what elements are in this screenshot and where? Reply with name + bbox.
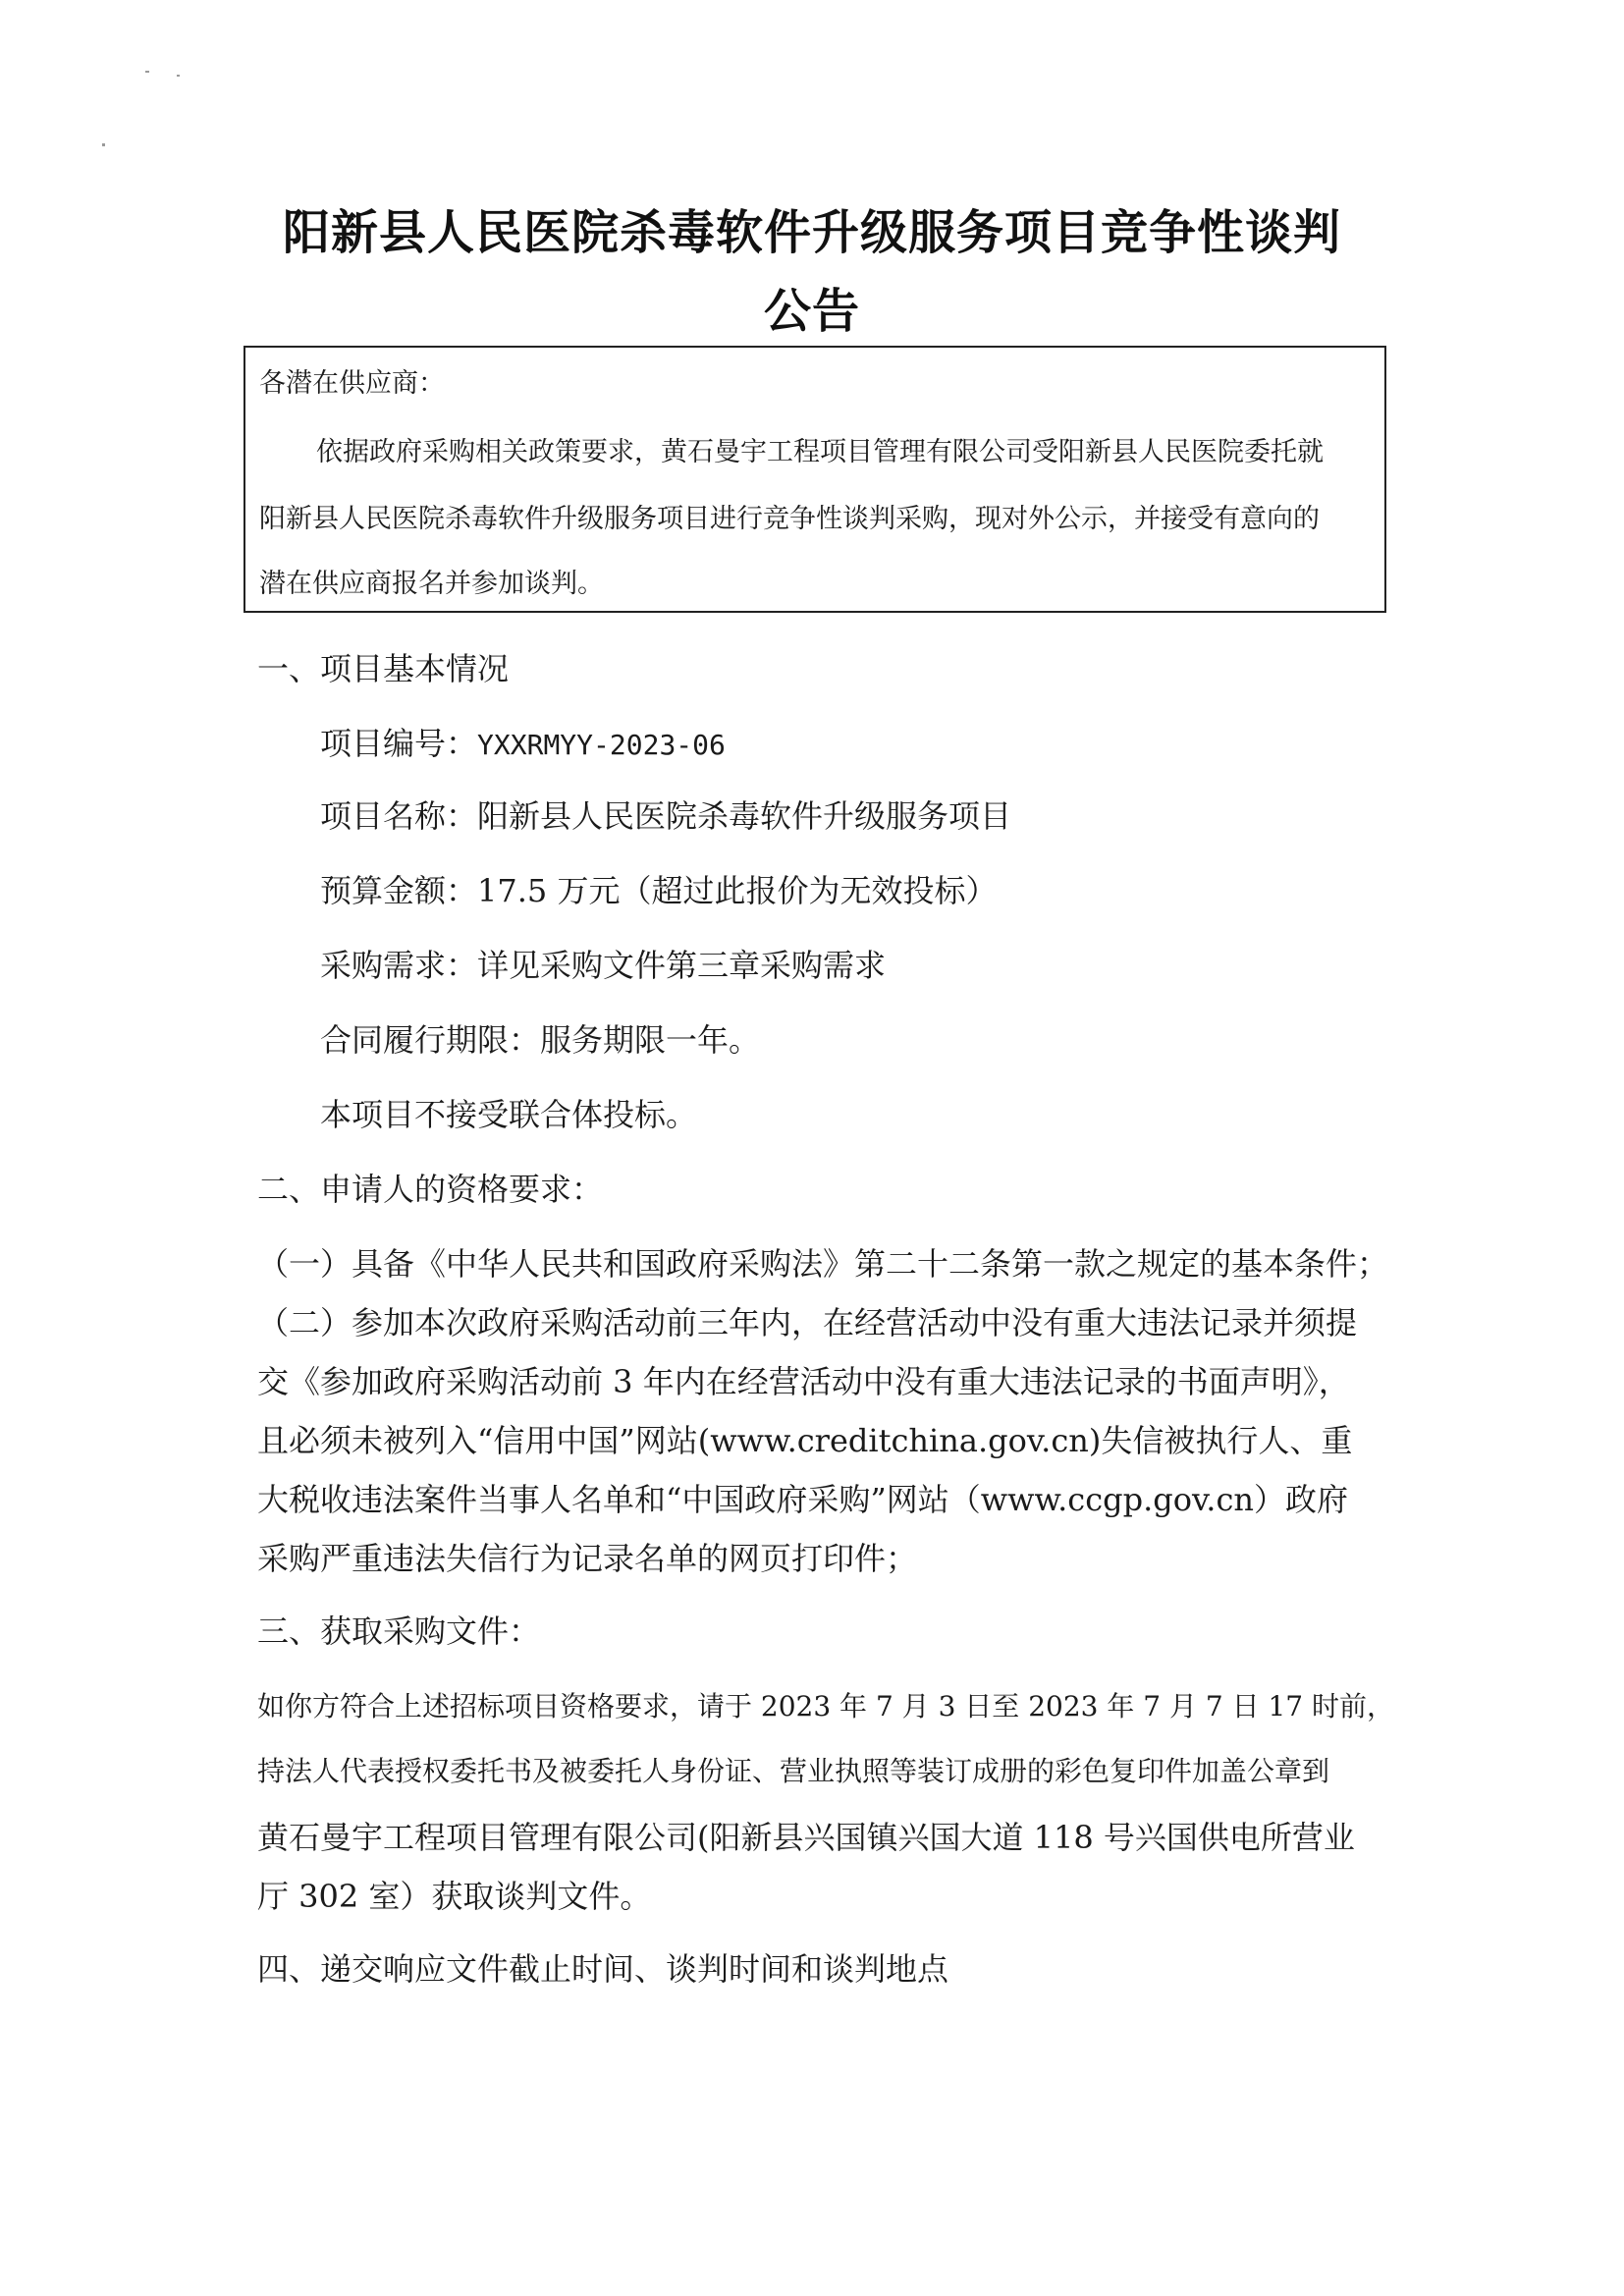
acquisition-line: 持法人代表授权委托书及被委托人身份证、营业执照等装订成册的彩色复印件加盖公章到 bbox=[257, 1755, 1330, 1787]
consortium-note: 本项目不接受联合体投标。 bbox=[320, 1096, 698, 1133]
requirement-row bbox=[320, 941, 886, 986]
qualification-line: 交《参加政府采购活动前 3 年内在经营活动中没有重大违法记录的书面声明》， bbox=[257, 1363, 1350, 1400]
qualification-line: 大税收违法案件当事人名单和“中国政府采购”网站（www.ccgp.gov.cn）政府 bbox=[257, 1481, 1348, 1518]
project-number-row bbox=[320, 719, 726, 764]
project-number: YXXRMYY-2023-06 bbox=[477, 729, 726, 761]
requirement-value: 详见采购文件第三章采购需求 bbox=[477, 947, 887, 984]
greeting: 各潜在供应商： bbox=[259, 368, 445, 399]
section-heading: 一、项目基本情况 bbox=[257, 650, 510, 687]
qualification-line: （一）具备《中华人民共和国政府采购法》第二十二条第一款之规定的基本条件； bbox=[257, 1245, 1389, 1283]
budget-row bbox=[320, 866, 997, 911]
section-heading: 三、获取采购文件： bbox=[257, 1613, 541, 1650]
field-label: 采购需求： bbox=[320, 947, 478, 984]
field-label: 合同履行期限： bbox=[320, 1021, 541, 1059]
document-title-line2: 公告 bbox=[763, 284, 860, 339]
section-heading: 二、申请人的资格要求： bbox=[257, 1171, 604, 1208]
notice-line: 潜在供应商报名并参加谈判。 bbox=[259, 569, 604, 599]
qualification-line: 且必须未被列入“信用中国”网站(www.creditchina.gov.cn)失信被执行人、重 bbox=[257, 1422, 1353, 1459]
acquisition-line: 如你方符合上述招标项目资格要求，请于 2023 年 7 月 3 日至 2023 年 7 月 7 日 17 时前， bbox=[257, 1690, 1395, 1722]
contract-term-row bbox=[320, 1015, 760, 1061]
field-label: 项目编号： bbox=[320, 725, 478, 762]
project-name: 阳新县人民医院杀毒软件升级服务项目 bbox=[477, 797, 1012, 835]
acquisition-line: 厅 302 室）获取谈判文件。 bbox=[257, 1878, 652, 1915]
notice-line: 阳新县人民医院杀毒软件升级服务项目进行竞争性谈判采购，现对外公示，并接受有意向的 bbox=[259, 504, 1320, 534]
field-label: 预算金额： bbox=[320, 872, 478, 909]
field-label: 项目名称： bbox=[320, 797, 478, 835]
scan-speck bbox=[177, 75, 180, 77]
acquisition-line: 黄石曼宇工程项目管理有限公司(阳新县兴国镇兴国大道 118 号兴国供电所营业 bbox=[257, 1819, 1355, 1856]
project-name-row bbox=[320, 792, 1011, 837]
section-heading: 四、递交响应文件截止时间、谈判时间和谈判地点 bbox=[257, 1950, 949, 1988]
qualification-line: （二）参加本次政府采购活动前三年内，在经营活动中没有重大违法记录并须提 bbox=[257, 1304, 1358, 1341]
document-title: 阳新县人民医院杀毒软件升级服务项目竞争性谈判 bbox=[282, 205, 1341, 260]
budget-value: 17.5 万元（超过此报价为无效投标） bbox=[477, 872, 998, 909]
notice-line: 依据政府采购相关政策要求，黄石曼宇工程项目管理有限公司受阳新县人民医院委托就 bbox=[316, 437, 1324, 467]
scan-speck bbox=[145, 71, 149, 73]
contract-term-value: 服务期限一年。 bbox=[540, 1021, 761, 1059]
qualification-line: 采购严重违法失信行为记录名单的网页打印件； bbox=[257, 1540, 918, 1577]
notice-box bbox=[244, 346, 1386, 613]
scan-speck bbox=[102, 143, 105, 146]
